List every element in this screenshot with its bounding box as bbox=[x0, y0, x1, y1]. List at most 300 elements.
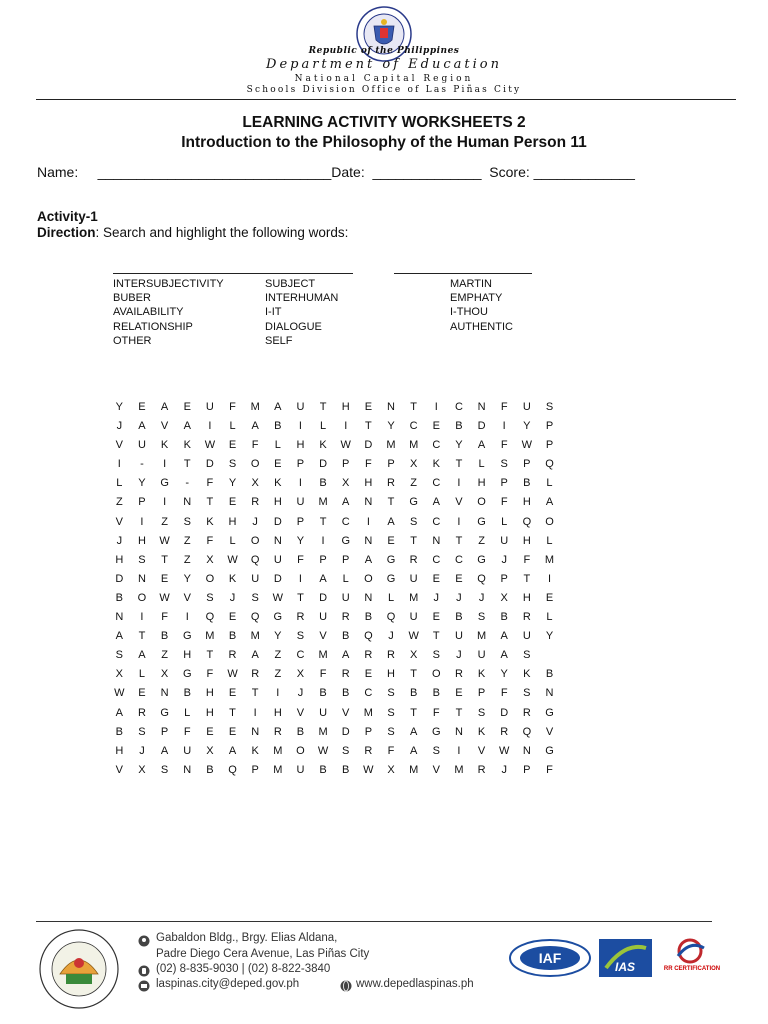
grid-letter[interactable]: H bbox=[341, 401, 350, 413]
grid-letter[interactable]: Q bbox=[205, 611, 215, 624]
grid-letter[interactable]: J bbox=[388, 630, 394, 643]
grid-letter[interactable]: Y bbox=[387, 420, 395, 433]
grid-letter[interactable]: M bbox=[318, 649, 328, 662]
grid-letter[interactable]: B bbox=[228, 630, 237, 643]
grid-letter[interactable]: Q bbox=[477, 572, 486, 585]
grid-letter[interactable]: I bbox=[344, 420, 348, 433]
grid-letter[interactable]: M bbox=[476, 630, 487, 643]
grid-letter[interactable]: E bbox=[228, 496, 237, 509]
grid-letter[interactable]: M bbox=[454, 763, 464, 776]
grid-letter[interactable]: K bbox=[183, 439, 191, 452]
grid-letter[interactable]: J bbox=[456, 649, 462, 662]
grid-letter[interactable]: V bbox=[477, 744, 486, 757]
grid-letter[interactable]: W bbox=[408, 630, 419, 643]
grid-letter[interactable]: S bbox=[477, 611, 486, 624]
grid-letter[interactable]: E bbox=[160, 572, 169, 585]
grid-letter[interactable]: A bbox=[387, 515, 395, 528]
grid-letter[interactable]: T bbox=[229, 706, 236, 719]
grid-letter[interactable]: C bbox=[432, 439, 441, 452]
grid-letter[interactable]: H bbox=[137, 534, 146, 547]
grid-letter[interactable]: F bbox=[183, 725, 191, 738]
grid-letter[interactable]: B bbox=[115, 591, 123, 604]
grid-letter[interactable]: U bbox=[205, 401, 214, 413]
grid-letter[interactable]: D bbox=[273, 515, 282, 528]
grid-letter[interactable]: Q bbox=[364, 630, 373, 643]
grid-letter[interactable]: J bbox=[501, 763, 507, 776]
grid-letter[interactable]: N bbox=[364, 534, 373, 547]
grid-letter[interactable]: I bbox=[321, 534, 325, 547]
grid-letter[interactable]: B bbox=[183, 687, 191, 700]
grid-letter[interactable]: I bbox=[434, 401, 438, 413]
grid-letter[interactable]: O bbox=[296, 744, 305, 757]
grid-letter[interactable]: R bbox=[477, 763, 486, 776]
grid-letter[interactable]: D bbox=[341, 725, 350, 738]
grid-letter[interactable]: I bbox=[502, 420, 506, 433]
grid-letter[interactable]: F bbox=[500, 439, 508, 452]
grid-letter[interactable]: T bbox=[432, 630, 440, 643]
grid-letter[interactable]: B bbox=[455, 420, 463, 433]
grid-letter[interactable]: N bbox=[432, 534, 441, 547]
grid-letter[interactable]: X bbox=[296, 668, 305, 681]
grid-letter[interactable]: H bbox=[115, 744, 124, 757]
grid-letter[interactable]: D bbox=[115, 572, 124, 585]
grid-letter[interactable]: F bbox=[206, 477, 214, 490]
grid-letter[interactable]: G bbox=[182, 630, 192, 643]
grid-letter[interactable]: P bbox=[342, 553, 350, 566]
grid-letter[interactable]: L bbox=[546, 477, 553, 490]
grid-letter[interactable]: L bbox=[342, 572, 349, 585]
grid-letter[interactable]: J bbox=[116, 420, 123, 433]
grid-letter[interactable]: B bbox=[296, 725, 305, 738]
grid-letter[interactable]: R bbox=[296, 611, 305, 624]
grid-letter[interactable]: Z bbox=[274, 649, 282, 662]
grid-letter[interactable]: N bbox=[364, 591, 373, 604]
grid-letter[interactable]: R bbox=[364, 649, 373, 662]
grid-letter[interactable]: P bbox=[477, 687, 486, 700]
grid-letter[interactable]: U bbox=[273, 553, 282, 566]
grid-letter[interactable]: S bbox=[206, 591, 214, 604]
grid-letter[interactable]: M bbox=[409, 763, 419, 776]
grid-letter[interactable]: M bbox=[273, 763, 283, 776]
grid-letter[interactable]: T bbox=[387, 496, 395, 509]
grid-letter[interactable]: P bbox=[545, 439, 554, 452]
grid-letter[interactable]: W bbox=[227, 553, 238, 566]
grid-letter[interactable]: K bbox=[477, 725, 486, 738]
grid-letter[interactable]: M bbox=[409, 591, 419, 604]
grid-letter[interactable]: E bbox=[274, 458, 282, 471]
grid-letter[interactable]: E bbox=[228, 725, 237, 738]
grid-letter[interactable]: I bbox=[547, 572, 552, 585]
grid-letter[interactable]: S bbox=[251, 591, 259, 604]
grid-letter[interactable]: P bbox=[138, 496, 146, 509]
grid-letter[interactable]: I bbox=[140, 515, 144, 528]
grid-letter[interactable]: T bbox=[206, 649, 214, 662]
grid-letter[interactable]: T bbox=[297, 591, 304, 604]
grid-letter[interactable]: R bbox=[522, 706, 531, 719]
grid-letter[interactable]: O bbox=[364, 572, 373, 585]
grid-letter[interactable]: F bbox=[251, 439, 259, 452]
grid-letter[interactable]: Y bbox=[183, 572, 191, 585]
grid-letter[interactable]: B bbox=[274, 420, 282, 433]
grid-letter[interactable]: U bbox=[251, 572, 260, 585]
grid-letter[interactable]: Z bbox=[183, 553, 191, 566]
grid-letter[interactable]: K bbox=[319, 439, 327, 452]
grid-letter[interactable]: O bbox=[545, 515, 554, 528]
grid-letter[interactable]: R bbox=[387, 477, 395, 490]
grid-letter[interactable]: S bbox=[342, 744, 350, 757]
grid-letter[interactable]: H bbox=[522, 534, 531, 547]
grid-letter[interactable]: S bbox=[115, 649, 123, 662]
grid-letter[interactable]: F bbox=[319, 668, 327, 681]
grid-letter[interactable]: L bbox=[478, 458, 485, 471]
grid-letter[interactable]: A bbox=[115, 706, 123, 719]
grid-letter[interactable]: A bbox=[409, 725, 418, 738]
grid-letter[interactable]: F bbox=[206, 668, 214, 681]
grid-letter[interactable]: N bbox=[160, 687, 169, 700]
grid-letter[interactable]: X bbox=[409, 458, 418, 471]
grid-letter[interactable]: I bbox=[253, 706, 257, 719]
grid-letter[interactable]: B bbox=[432, 687, 440, 700]
grid-letter[interactable]: A bbox=[545, 496, 554, 509]
grid-letter[interactable]: M bbox=[318, 496, 328, 509]
grid-letter[interactable]: X bbox=[409, 649, 418, 662]
grid-letter[interactable]: E bbox=[455, 687, 463, 700]
grid-letter[interactable]: W bbox=[317, 744, 329, 757]
grid-letter[interactable]: M bbox=[250, 401, 260, 413]
grid-letter[interactable]: P bbox=[500, 477, 508, 490]
grid-letter[interactable]: Y bbox=[138, 477, 146, 490]
grid-letter[interactable]: V bbox=[296, 706, 305, 719]
grid-letter[interactable]: P bbox=[160, 725, 169, 738]
grid-letter[interactable]: P bbox=[296, 458, 305, 471]
grid-letter[interactable]: G bbox=[160, 706, 169, 719]
grid-letter[interactable]: W bbox=[159, 591, 170, 604]
grid-letter[interactable]: A bbox=[409, 744, 418, 757]
grid-letter[interactable]: M bbox=[544, 553, 555, 566]
grid-letter[interactable]: I bbox=[298, 572, 302, 585]
grid-letter[interactable]: I bbox=[185, 611, 189, 624]
grid-letter[interactable]: R bbox=[409, 553, 418, 566]
grid-letter[interactable]: A bbox=[364, 553, 373, 566]
grid-letter[interactable]: V bbox=[115, 763, 123, 776]
grid-letter[interactable]: G bbox=[477, 553, 486, 566]
grid-letter[interactable]: L bbox=[387, 591, 395, 604]
grid-letter[interactable]: - bbox=[140, 458, 144, 471]
grid-letter[interactable]: X bbox=[251, 477, 259, 490]
grid-letter[interactable]: E bbox=[364, 668, 373, 681]
grid-letter[interactable]: K bbox=[523, 668, 531, 681]
grid-letter[interactable]: B bbox=[500, 611, 508, 624]
grid-letter[interactable]: N bbox=[522, 744, 531, 757]
grid-letter[interactable]: R bbox=[387, 649, 395, 662]
grid-letter[interactable]: T bbox=[455, 458, 463, 471]
grid-letter[interactable]: R bbox=[228, 649, 237, 662]
grid-letter[interactable]: I bbox=[208, 420, 212, 433]
grid-letter[interactable]: K bbox=[274, 477, 282, 490]
grid-letter[interactable]: F bbox=[500, 401, 508, 413]
grid-letter[interactable]: Z bbox=[115, 496, 123, 509]
grid-letter[interactable]: N bbox=[137, 572, 146, 585]
grid-letter[interactable]: X bbox=[342, 477, 350, 490]
grid-letter[interactable]: N bbox=[183, 763, 192, 776]
grid-letter[interactable]: L bbox=[501, 515, 508, 528]
grid-letter[interactable]: R bbox=[500, 725, 509, 738]
grid-letter[interactable]: F bbox=[500, 496, 508, 509]
grid-letter[interactable]: A bbox=[115, 630, 123, 643]
grid-letter[interactable]: B bbox=[455, 611, 463, 624]
grid-letter[interactable]: S bbox=[138, 725, 146, 738]
grid-letter[interactable]: B bbox=[342, 763, 350, 776]
grid-letter[interactable]: O bbox=[137, 591, 147, 604]
grid-letter[interactable]: O bbox=[205, 572, 215, 585]
grid-letter[interactable]: D bbox=[273, 572, 282, 585]
grid-letter[interactable]: P bbox=[523, 763, 531, 776]
grid-letter[interactable]: P bbox=[523, 458, 531, 471]
grid-letter[interactable]: W bbox=[159, 534, 170, 547]
grid-letter[interactable]: W bbox=[340, 439, 351, 452]
grid-letter[interactable]: H bbox=[522, 591, 531, 604]
grid-letter[interactable]: S bbox=[523, 649, 531, 662]
grid-letter[interactable]: A bbox=[160, 401, 169, 413]
grid-letter[interactable]: Y bbox=[455, 439, 463, 452]
grid-letter[interactable]: Y bbox=[296, 534, 305, 547]
grid-letter[interactable]: Y bbox=[228, 477, 237, 490]
grid-letter[interactable]: V bbox=[115, 439, 123, 452]
grid-letter[interactable]: I bbox=[163, 496, 167, 509]
grid-letter[interactable]: I bbox=[457, 515, 461, 528]
grid-letter[interactable]: B bbox=[160, 630, 169, 643]
grid-letter[interactable]: G bbox=[477, 515, 486, 528]
grid-letter[interactable]: A bbox=[160, 744, 169, 757]
grid-letter[interactable]: E bbox=[228, 439, 237, 452]
grid-letter[interactable]: P bbox=[296, 515, 305, 528]
grid-letter[interactable]: D bbox=[205, 458, 214, 471]
grid-letter[interactable]: V bbox=[183, 591, 191, 604]
grid-letter[interactable]: P bbox=[545, 420, 554, 433]
grid-letter[interactable]: F bbox=[387, 744, 395, 757]
grid-letter[interactable]: Z bbox=[183, 534, 191, 547]
grid-letter[interactable]: X bbox=[115, 668, 123, 681]
grid-letter[interactable]: E bbox=[432, 611, 440, 624]
grid-letter[interactable]: B bbox=[342, 687, 350, 700]
grid-letter[interactable]: Z bbox=[410, 477, 418, 490]
grid-letter[interactable]: V bbox=[545, 725, 554, 738]
grid-letter[interactable]: M bbox=[205, 630, 215, 643]
grid-letter[interactable]: V bbox=[115, 515, 123, 528]
grid-letter[interactable]: H bbox=[477, 477, 486, 490]
grid-letter[interactable]: K bbox=[477, 668, 486, 681]
grid-letter[interactable]: L bbox=[546, 534, 553, 547]
grid-letter[interactable]: E bbox=[455, 572, 463, 585]
grid-letter[interactable]: I bbox=[276, 687, 280, 700]
grid-letter[interactable]: I bbox=[298, 420, 302, 433]
grid-letter[interactable]: Y bbox=[115, 401, 123, 413]
grid-letter[interactable]: M bbox=[386, 439, 396, 452]
grid-letter[interactable]: N bbox=[364, 496, 373, 509]
grid-letter[interactable]: W bbox=[521, 439, 533, 452]
grid-letter[interactable]: T bbox=[410, 534, 418, 547]
grid-letter[interactable]: H bbox=[522, 496, 531, 509]
grid-letter[interactable]: F bbox=[297, 553, 304, 566]
grid-letter[interactable]: A bbox=[500, 630, 508, 643]
grid-letter[interactable]: G bbox=[545, 744, 554, 757]
grid-letter[interactable]: A bbox=[251, 649, 259, 662]
grid-letter[interactable]: U bbox=[319, 706, 328, 719]
grid-letter[interactable]: A bbox=[251, 420, 259, 433]
grid-letter[interactable]: X bbox=[138, 763, 146, 776]
grid-letter[interactable]: V bbox=[342, 706, 350, 719]
grid-letter[interactable]: B bbox=[364, 611, 373, 624]
grid-letter[interactable]: O bbox=[250, 534, 260, 547]
grid-letter[interactable]: Z bbox=[161, 649, 168, 662]
grid-letter[interactable]: P bbox=[342, 458, 350, 471]
grid-letter[interactable]: Y bbox=[500, 668, 508, 681]
grid-letter[interactable]: A bbox=[342, 496, 350, 509]
grid-letter[interactable]: G bbox=[545, 706, 554, 719]
grid-letter[interactable]: V bbox=[432, 763, 440, 776]
grid-letter[interactable]: U bbox=[296, 763, 305, 776]
grid-letter[interactable]: F bbox=[546, 763, 553, 776]
grid-letter[interactable]: D bbox=[319, 458, 328, 471]
grid-letter[interactable]: N bbox=[273, 534, 282, 547]
grid-letter[interactable]: R bbox=[273, 725, 282, 738]
grid-letter[interactable]: B bbox=[319, 763, 327, 776]
grid-letter[interactable]: K bbox=[432, 458, 440, 471]
grid-letter[interactable]: P bbox=[319, 553, 327, 566]
grid-letter[interactable]: K bbox=[228, 572, 237, 585]
grid-letter[interactable]: C bbox=[432, 553, 441, 566]
grid-letter[interactable]: N bbox=[115, 611, 124, 624]
grid-letter[interactable]: H bbox=[205, 706, 214, 719]
grid-letter[interactable]: R bbox=[341, 611, 350, 624]
grid-letter[interactable]: Q bbox=[228, 763, 237, 776]
grid-letter[interactable]: N bbox=[477, 401, 486, 413]
grid-letter[interactable]: B bbox=[342, 630, 350, 643]
grid-letter[interactable]: X bbox=[206, 553, 214, 566]
grid-letter[interactable]: G bbox=[160, 477, 169, 490]
grid-letter[interactable]: A bbox=[319, 572, 327, 585]
grid-letter[interactable]: C bbox=[341, 515, 350, 528]
grid-letter[interactable]: H bbox=[364, 477, 373, 490]
grid-letter[interactable]: B bbox=[545, 668, 554, 681]
grid-letter[interactable]: A bbox=[183, 420, 191, 433]
grid-letter[interactable]: X bbox=[500, 591, 508, 604]
grid-letter[interactable]: C bbox=[364, 687, 373, 700]
grid-letter[interactable]: I bbox=[457, 477, 461, 490]
grid-letter[interactable]: R bbox=[251, 668, 260, 681]
grid-letter[interactable]: I bbox=[140, 611, 144, 624]
grid-letter[interactable]: W bbox=[227, 668, 238, 681]
grid-letter[interactable]: U bbox=[522, 401, 531, 413]
grid-letter[interactable]: A bbox=[138, 420, 146, 433]
grid-letter[interactable]: H bbox=[273, 706, 282, 719]
name-date-score-fields[interactable]: Name: ______________________________Date: ______________ Score: _____________ bbox=[37, 164, 635, 180]
grid-letter[interactable]: X bbox=[387, 763, 395, 776]
grid-letter[interactable]: M bbox=[273, 744, 283, 757]
grid-letter[interactable]: F bbox=[365, 458, 372, 471]
grid-letter[interactable]: G bbox=[432, 725, 441, 738]
grid-letter[interactable]: J bbox=[478, 591, 485, 604]
grid-letter[interactable]: S bbox=[387, 725, 395, 738]
grid-letter[interactable]: O bbox=[250, 458, 260, 471]
grid-letter[interactable]: A bbox=[228, 744, 237, 757]
grid-letter[interactable]: A bbox=[138, 649, 146, 662]
grid-letter[interactable]: V bbox=[160, 420, 169, 433]
grid-letter[interactable]: E bbox=[364, 401, 373, 413]
grid-letter[interactable]: U bbox=[296, 496, 305, 509]
grid-letter[interactable]: C bbox=[296, 649, 305, 662]
grid-letter[interactable]: G bbox=[386, 553, 396, 566]
grid-letter[interactable]: T bbox=[206, 496, 214, 509]
grid-letter[interactable]: T bbox=[410, 668, 418, 681]
grid-letter[interactable]: V bbox=[455, 496, 463, 509]
grid-letter[interactable]: U bbox=[183, 744, 192, 757]
grid-letter[interactable]: B bbox=[319, 687, 327, 700]
grid-letter[interactable]: - bbox=[185, 477, 190, 490]
grid-letter[interactable]: W bbox=[272, 591, 283, 604]
grid-letter[interactable]: L bbox=[320, 420, 327, 433]
grid-letter[interactable]: P bbox=[387, 458, 395, 471]
grid-letter[interactable]: Q bbox=[386, 611, 396, 624]
grid-letter[interactable]: E bbox=[228, 687, 237, 700]
grid-letter[interactable]: B bbox=[115, 725, 123, 738]
grid-letter[interactable]: J bbox=[433, 591, 440, 604]
grid-letter[interactable]: E bbox=[432, 572, 440, 585]
grid-letter[interactable]: W bbox=[204, 439, 216, 452]
grid-letter[interactable]: R bbox=[364, 744, 373, 757]
grid-letter[interactable]: L bbox=[116, 477, 123, 490]
grid-letter[interactable]: C bbox=[409, 420, 418, 433]
grid-letter[interactable]: T bbox=[138, 630, 146, 643]
grid-letter[interactable]: S bbox=[387, 706, 395, 719]
grid-letter[interactable]: E bbox=[545, 591, 554, 604]
grid-letter[interactable]: L bbox=[138, 668, 146, 681]
grid-letter[interactable]: E bbox=[206, 725, 214, 738]
grid-letter[interactable]: M bbox=[409, 439, 419, 452]
grid-letter[interactable]: I bbox=[366, 515, 370, 528]
grid-letter[interactable]: C bbox=[432, 515, 441, 528]
grid-letter[interactable]: R bbox=[522, 611, 531, 624]
grid-letter[interactable]: G bbox=[273, 611, 283, 624]
grid-letter[interactable]: J bbox=[297, 687, 304, 700]
grid-letter[interactable]: A bbox=[477, 439, 486, 452]
grid-letter[interactable]: W bbox=[499, 744, 510, 757]
grid-letter[interactable]: T bbox=[523, 572, 531, 585]
grid-letter[interactable]: S bbox=[500, 458, 508, 471]
grid-letter[interactable]: K bbox=[160, 439, 169, 452]
grid-letter[interactable]: U bbox=[409, 572, 418, 585]
grid-letter[interactable]: S bbox=[387, 687, 395, 700]
grid-letter[interactable]: L bbox=[274, 439, 281, 452]
grid-letter[interactable]: M bbox=[250, 630, 260, 643]
grid-letter[interactable]: Q bbox=[522, 515, 532, 528]
grid-letter[interactable]: K bbox=[206, 515, 214, 528]
grid-letter[interactable]: U bbox=[522, 630, 531, 643]
grid-letter[interactable]: T bbox=[251, 687, 259, 700]
grid-letter[interactable]: I bbox=[117, 458, 121, 471]
grid-letter[interactable]: K bbox=[251, 744, 259, 757]
grid-letter[interactable]: H bbox=[273, 496, 282, 509]
grid-letter[interactable]: Y bbox=[545, 630, 554, 643]
grid-letter[interactable]: E bbox=[138, 687, 146, 700]
grid-letter[interactable]: N bbox=[251, 725, 260, 738]
grid-letter[interactable]: G bbox=[386, 572, 396, 585]
grid-letter[interactable]: Q bbox=[545, 458, 554, 471]
grid-letter[interactable]: D bbox=[319, 591, 328, 604]
grid-letter[interactable]: L bbox=[229, 420, 236, 433]
grid-letter[interactable]: N bbox=[183, 496, 192, 509]
grid-letter[interactable]: F bbox=[229, 401, 236, 413]
